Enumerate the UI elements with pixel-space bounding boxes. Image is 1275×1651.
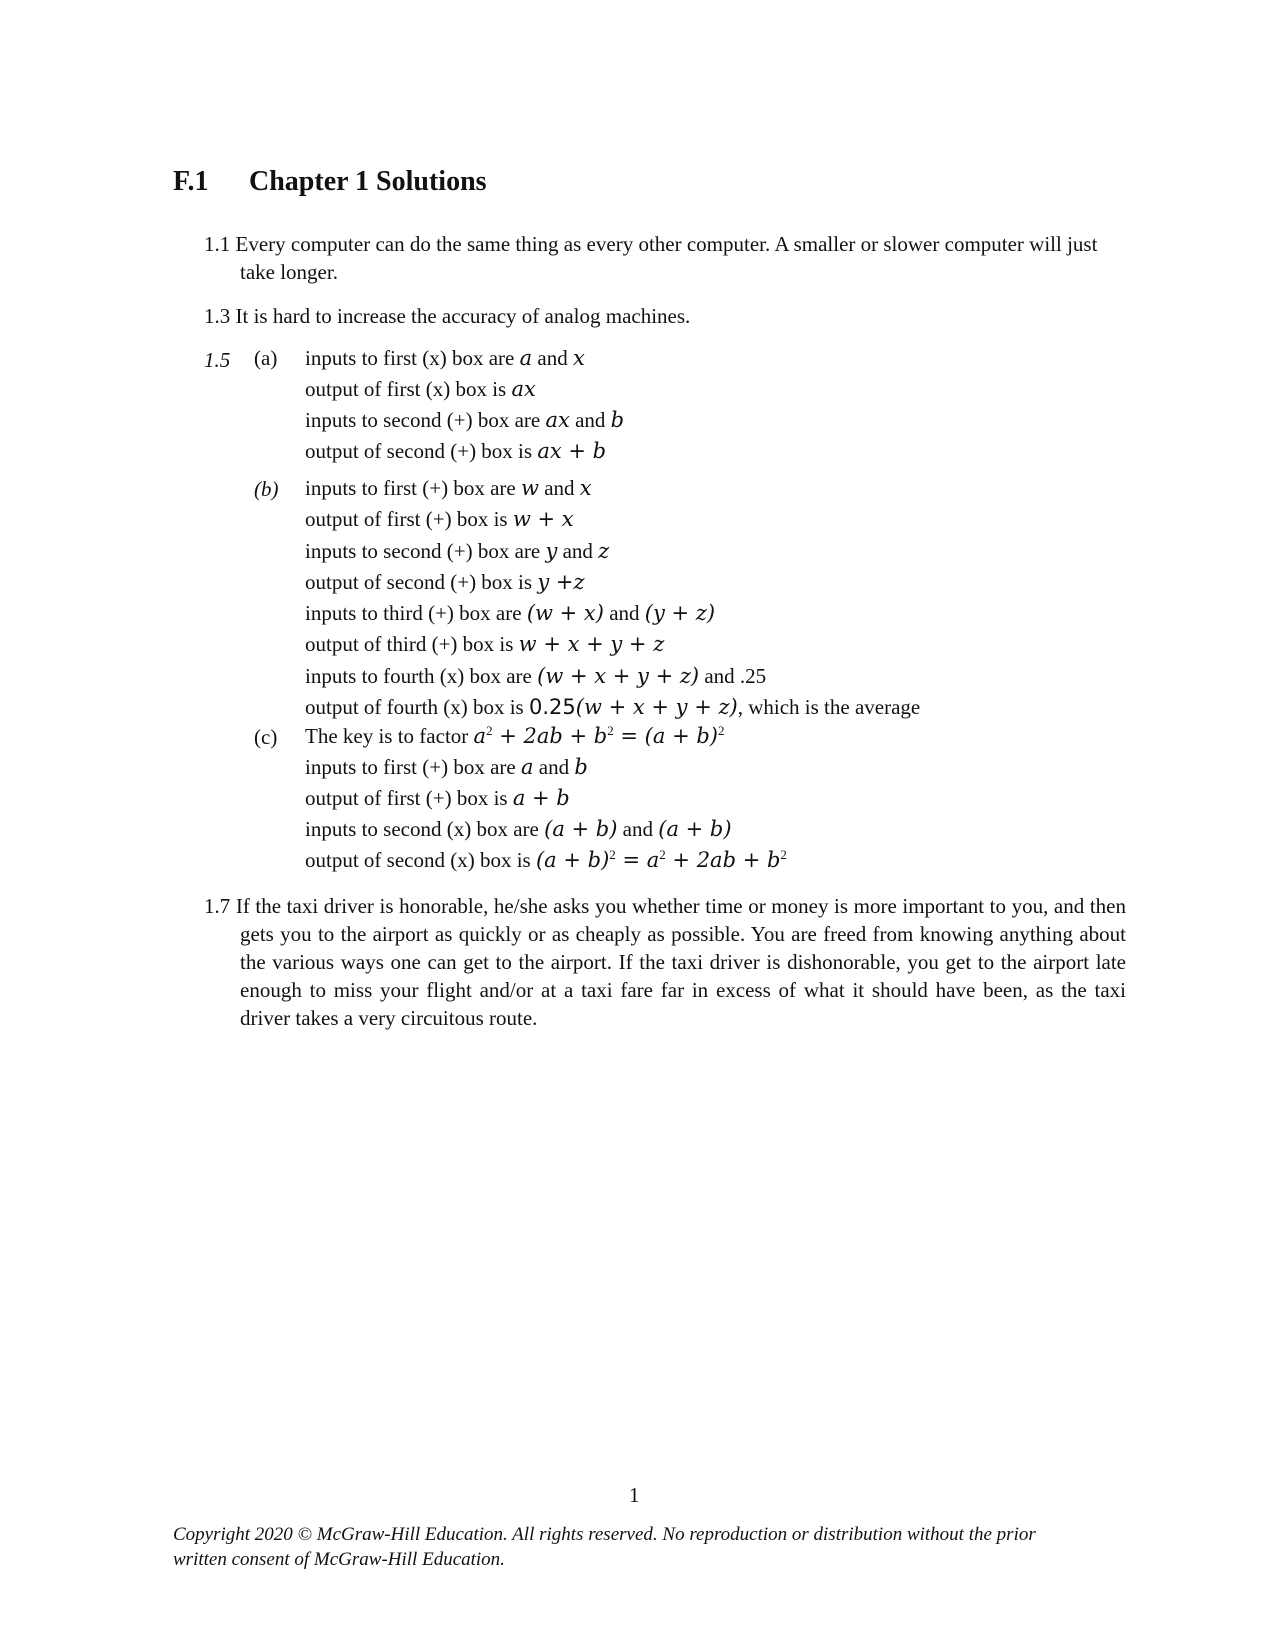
list-item: inputs to second (+) box are ax and b: [305, 408, 625, 432]
part-a-lines: [305, 343, 624, 467]
section-title: Chapter 1 Solutions: [249, 166, 487, 197]
part-c-label: (c): [254, 725, 278, 749]
list-item: output of second (+) box is y +z: [305, 569, 585, 594]
part-c-lines: [305, 721, 787, 876]
solution-1-7: 1.7 If the taxi driver is honorable, he/she asks you whether time or money is more important to you, and then gets you to the airport as quickly or as cheaply as possible. You are freed from knowing anything about the various ways one can get to the airport. If the taxi driver is dishonorable, you get to the airport late enough to miss your flight and/or at a taxi fare far in excess of what it should have been, as the taxi driver takes a very circuitous route.: [204, 894, 1126, 1030]
solution-1-3: 1.3 It is hard to increase the accuracy of analog machines.: [204, 304, 691, 328]
list-item: The key is to factor $a^2 + 2ab + b^2 = (a + b)^2$: [305, 723, 725, 748]
list-item: inputs to second (x) box are (a + b) and (a + b): [305, 817, 732, 841]
section-heading: [173, 166, 487, 198]
list-item: output of first (x) box is ax: [305, 377, 536, 401]
list-item: output of fourth (x) box is 0.25(w + x + y + z), which is the average: [305, 695, 921, 720]
part-b-lines: [305, 473, 920, 723]
solution-1-5-number: 1.5: [204, 348, 231, 372]
list-item: inputs to first (x) box are a and x: [305, 346, 585, 370]
list-item: inputs to fourth (x) box are (w + x + y + z) and .25: [305, 663, 767, 688]
part-b-label: (b): [254, 477, 279, 501]
section-number: F.1: [173, 166, 209, 197]
list-item: output of second (+) box is ax + b: [305, 439, 607, 463]
list-item: output of third (+) box is w + x + y + z: [305, 632, 665, 657]
list-item: output of first (+) box is a + b: [305, 786, 570, 810]
list-item: inputs to third (+) box are (w + x) and (y + z): [305, 601, 716, 626]
list-item: inputs to first (+) box are a and b: [305, 755, 588, 779]
page-number: 1: [629, 1483, 640, 1507]
list-item: inputs to second (+) box are y and z: [305, 538, 610, 563]
list-item: inputs to first (+) box are w and x: [305, 476, 592, 500]
copyright-notice: Copyright 2020 © McGraw-Hill Education. All rights reserved. No reproduction or distribution without the prior written consent of McGraw-Hill Education.: [173, 1524, 1036, 1570]
list-item: output of second (x) box is $(a + b)^2 = a^2 + 2ab + b^2$: [305, 847, 787, 872]
solution-1-1: 1.1 Every computer can do the same thing as every other computer. A smaller or slower computer will just take longer.: [204, 232, 1098, 284]
part-a-label: (a): [254, 346, 278, 370]
list-item: output of first (+) box is w + x: [305, 507, 574, 532]
